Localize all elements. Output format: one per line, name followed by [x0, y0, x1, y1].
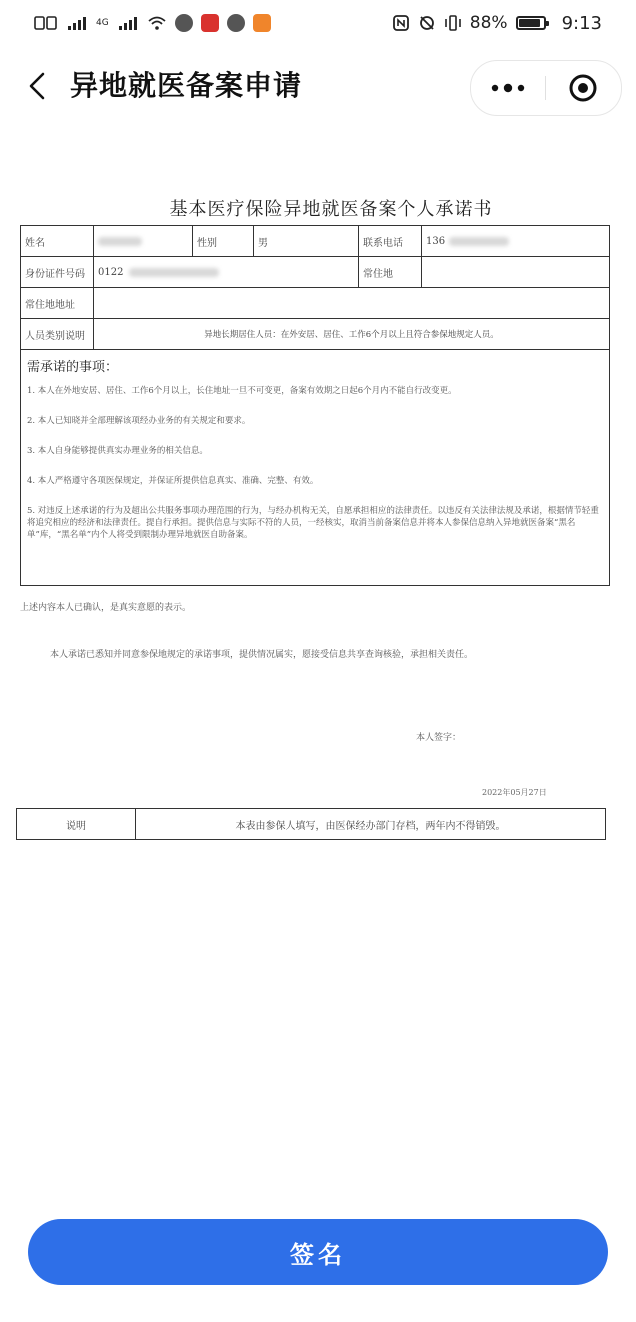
document-title: 基本医疗保险异地就医备案个人承诺书 — [169, 199, 493, 220]
pledge-item: 2. 本人已知晓并全部理解该项经办业务的有关规定和要求。 — [27, 416, 251, 426]
status-time: 9:13 — [561, 12, 602, 34]
id-prefix: 0122 — [98, 266, 124, 278]
id-value — [94, 257, 359, 288]
confirm-text: 上述内容本人已确认，是真实意愿的表示。 — [20, 603, 192, 613]
category-label: 人员类别说明 — [21, 319, 94, 350]
battery-fill — [519, 19, 540, 27]
status-bar-left — [34, 14, 271, 32]
table-row — [17, 809, 606, 840]
phone-prefix: 136 — [426, 235, 446, 247]
name-label: 姓名 — [21, 226, 94, 257]
pledge-item: 3. 本人自身能够提供真实办理业务的相关信息。 — [27, 446, 208, 456]
signal-icon-2 — [117, 15, 139, 31]
id-label: 身份证件号码 — [21, 257, 94, 288]
table-row — [21, 257, 610, 288]
gender-label: 性别 — [193, 226, 254, 257]
redacted-id — [129, 268, 219, 277]
pledge-item: 1. 本人在外地安居、居住、工作6个月以上，长住地址一旦不可变更，备案有效期之日起6个月内不能自行改变更。 — [27, 386, 457, 396]
name-value — [94, 226, 193, 257]
sign-button[interactable]: 签名 — [28, 1219, 608, 1285]
declaration-text: 本人承诺已悉知并同意参保地规定的承诺事项，提供情况属实，愿接受信息共享查询核验，承担相关责任。 — [50, 650, 474, 660]
phone-value — [422, 226, 610, 257]
pledge-box — [20, 350, 610, 586]
table-row — [21, 288, 610, 319]
note-label: 说明 — [17, 809, 136, 840]
residence-label: 常住地 — [359, 257, 422, 288]
info-table — [20, 225, 610, 350]
pledge-item: 4. 本人严格遵守各项医保规定，并保证所提供信息真实、准确、完整、有效。 — [27, 476, 319, 486]
app-icon-gray — [227, 14, 245, 32]
battery-percent: 88% — [469, 13, 508, 33]
redacted-name — [98, 237, 142, 246]
pledge-item: 5. 对违反上述承诺的行为及超出公共服务事项办理范围的行为，与经办机构无关，自愿承担相应的法律责任。以违反有关法律法规及承诺，根据情节轻重将追究相应的经济和法律责任。提自行承担。提供信息与实际不符的人员，一经核实，取消当前备案信息并将本人参保信息纳入异地就医备案“黑名单”库，“黑名单”内个人将受到限制办理异地就医自助备案。 — [27, 506, 599, 540]
close-button[interactable] — [546, 61, 620, 115]
signal-icon — [66, 15, 88, 31]
battery-cap — [546, 21, 549, 26]
table-row — [21, 319, 610, 350]
redacted-phone — [449, 237, 509, 246]
target-close-icon — [568, 73, 598, 103]
nfc-icon — [392, 15, 410, 31]
pledge-document — [16, 195, 616, 840]
category-value: 异地长期居住人员：在外安居、居住、工作6个月以上且符合参保地规定人员。 — [94, 319, 610, 350]
back-button[interactable] — [22, 68, 52, 104]
wechat-icon — [175, 14, 193, 32]
chevron-left-icon — [28, 71, 46, 101]
app-icon-red — [201, 14, 219, 32]
residence-address-label: 常住地地址 — [21, 288, 94, 319]
residence-address-value — [94, 288, 610, 319]
battery-icon — [516, 16, 546, 30]
vibrate-icon — [444, 15, 462, 31]
wifi-icon — [147, 15, 167, 31]
note-table — [16, 808, 606, 840]
residence-value — [422, 257, 610, 288]
status-bar — [0, 0, 636, 46]
more-button[interactable] — [471, 61, 545, 115]
document-date: 2022年05月27日 — [482, 788, 547, 797]
signature-label: 本人签字： — [416, 733, 462, 743]
more-dots-icon — [490, 83, 526, 93]
app-icon-orange — [253, 14, 271, 32]
status-bar-right — [392, 13, 602, 34]
mini-program-capsule — [470, 60, 622, 116]
phone-label: 联系电话 — [359, 226, 422, 257]
gender-value: 男 — [254, 226, 359, 257]
pledge-heading: 需承诺的事项： — [27, 360, 119, 375]
page-title: 异地就医备案申请 — [70, 69, 303, 102]
note-value: 本表由参保人填写，由医保经办部门存档，两年内不得销毁。 — [136, 809, 606, 840]
network-type: 4G — [96, 18, 109, 28]
sim-icon — [34, 15, 58, 31]
mute-icon — [418, 15, 436, 31]
nav-bar — [0, 56, 636, 116]
table-row — [21, 226, 610, 257]
